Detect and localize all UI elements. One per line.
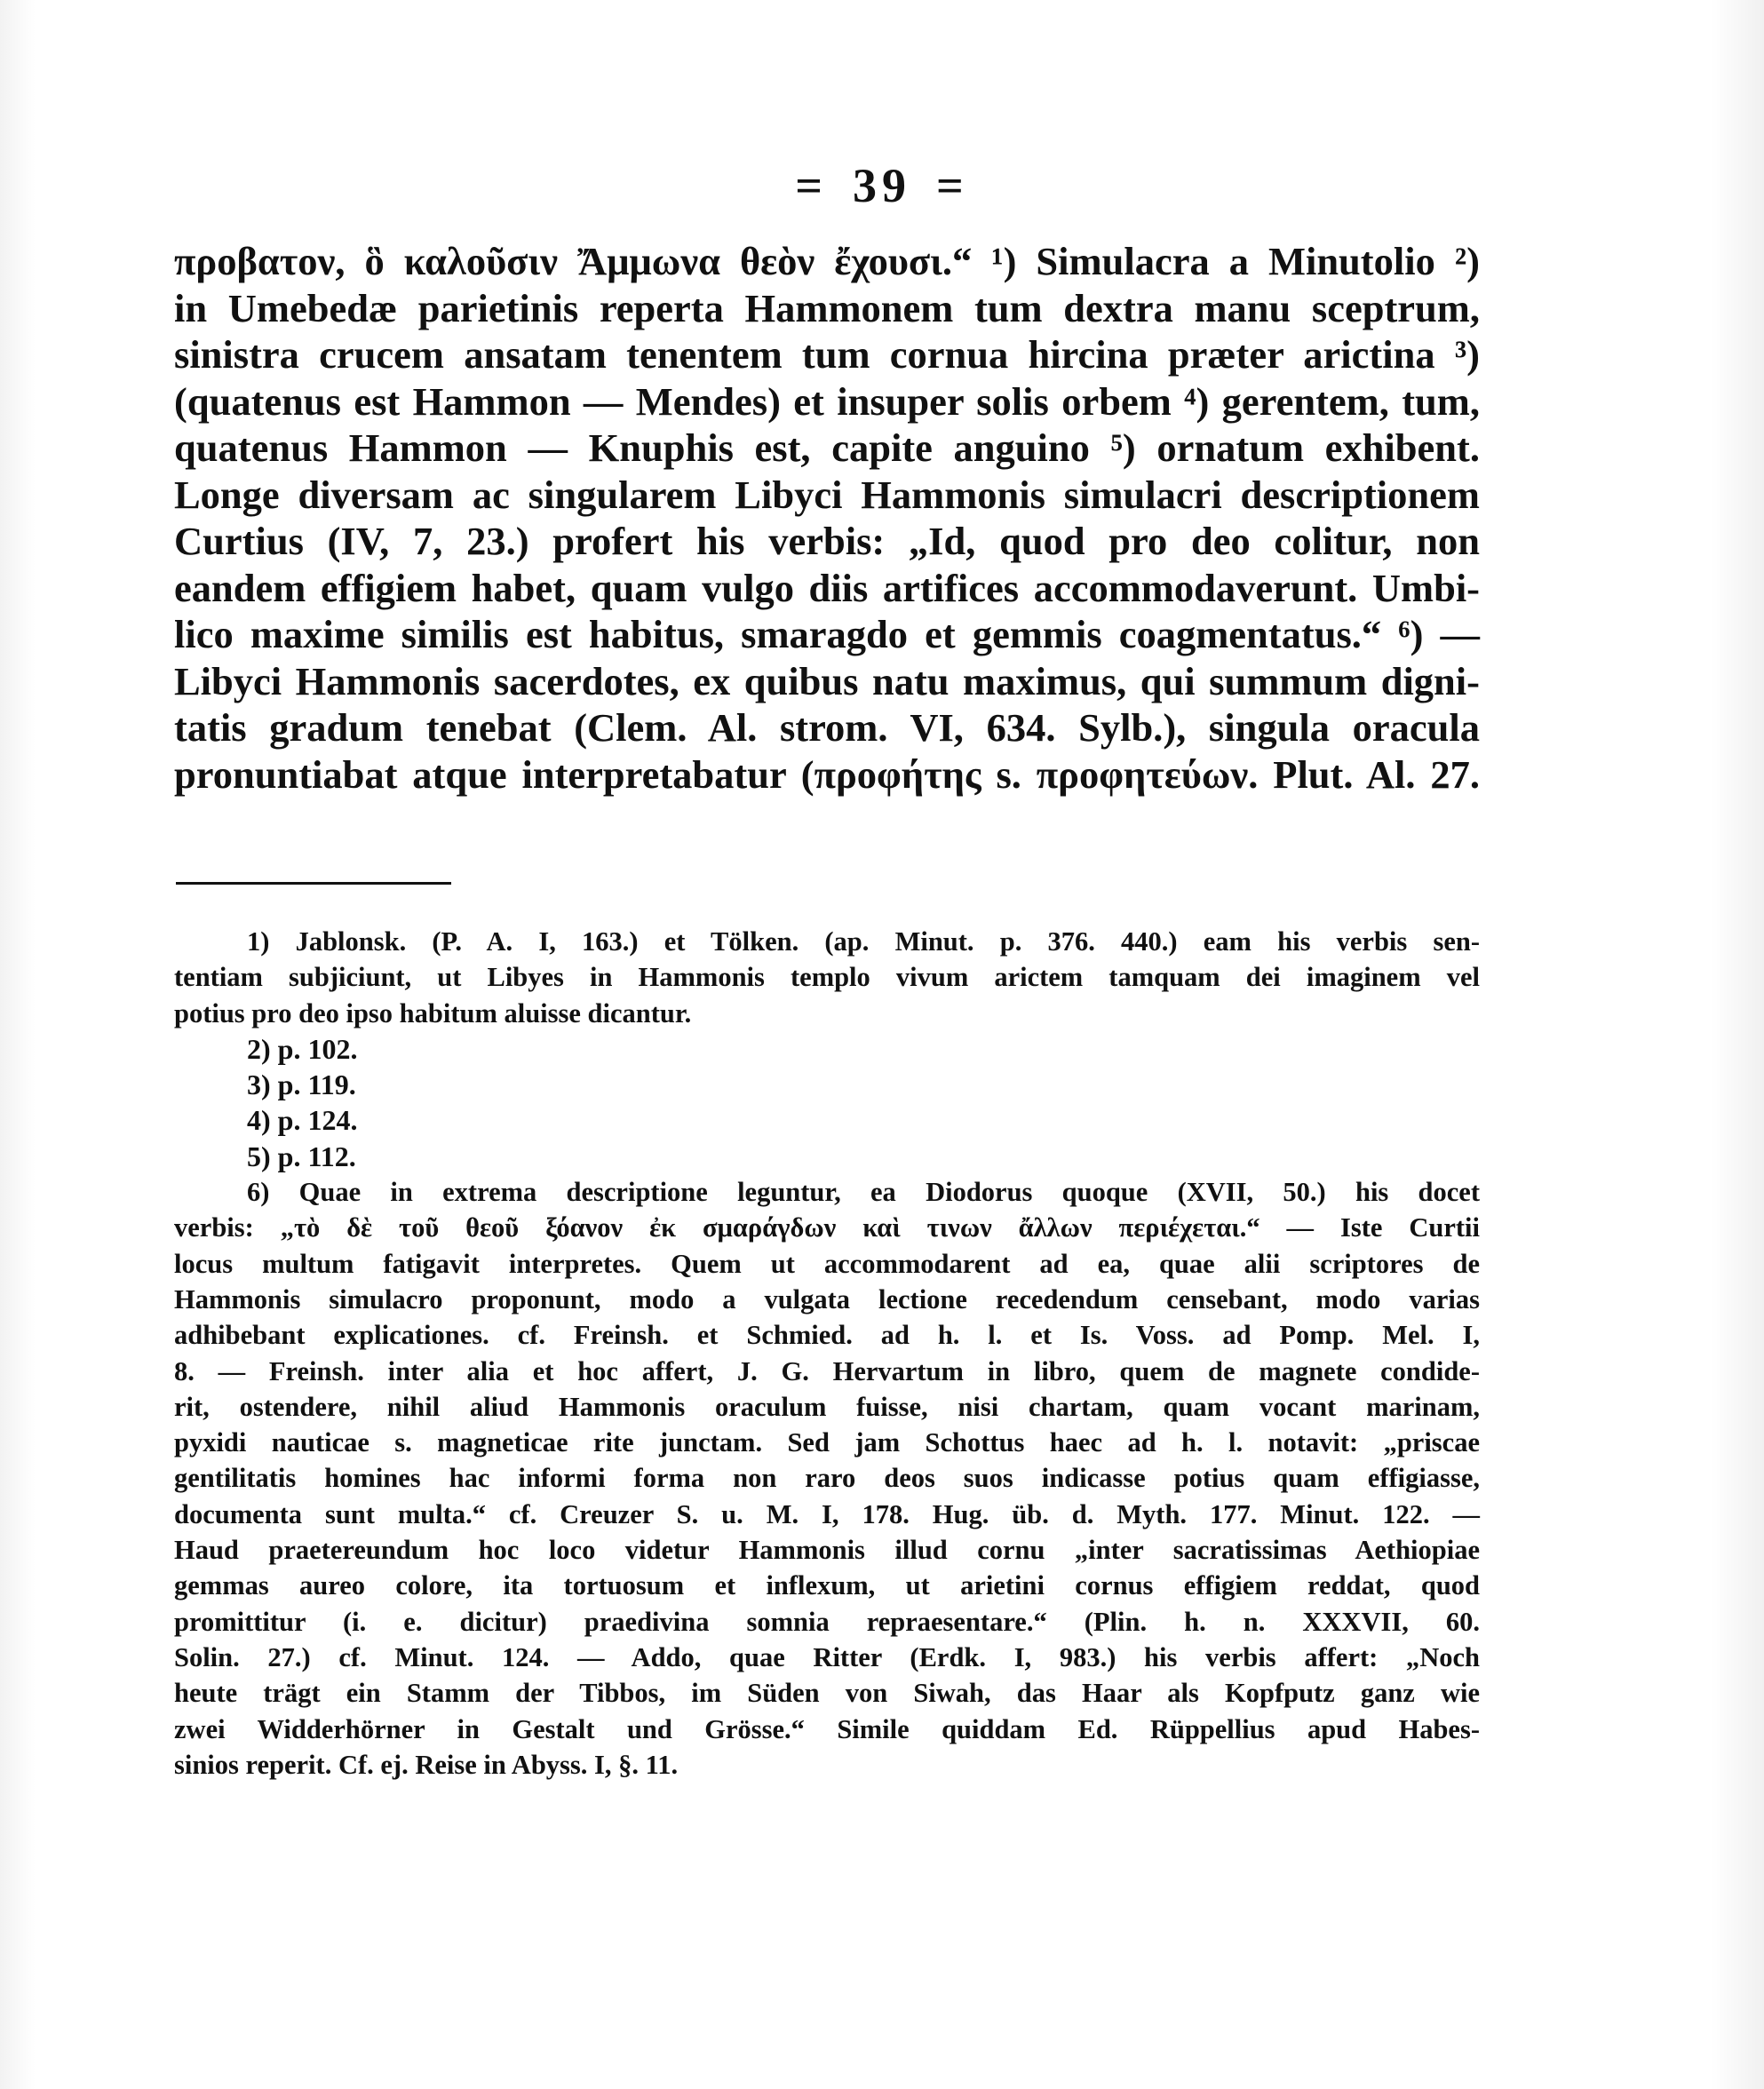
main-text-line: tatis gradum tenebat (Clem. Al. strom. VI, 634. Sylb.), singula oracula [174, 705, 1480, 750]
main-text-line: pronuntiabat atque interpretabatur (προφήτης s. προφητεύων. Plut. Al. 27. [174, 751, 1480, 797]
footnote-6-line: heute trägt ein Stamm der Tibbos, im Süden von Siwah, das Haar als Kopfputz ganz wie [174, 1678, 1480, 1709]
footnote-6-line: 6) Quae in extrema descriptione leguntur, ea Diodorus quoque (XVII, 50.) his docet [247, 1177, 1480, 1208]
footnote-6-line: rit, ostendere, nihil aliud Hammonis oraculum fuisse, nisi chartam, quam vocant marinam, [174, 1391, 1480, 1422]
footnote-6-line: Solin. 27.) cf. Minut. 124. — Addo, quae Ritter (Erdk. I, 983.) his verbis affert: „Noch [174, 1641, 1480, 1672]
scan-shadow-right [1711, 0, 1764, 2089]
footnote-6-line: sinios reperit. Cf. ej. Reise in Abyss. I, §. 11. [174, 1749, 679, 1780]
footnote-6-line: documenta sunt multa.“ cf. Creuzer S. u. M. I, 178. Hug. üb. d. Myth. 177. Minut. 122. — [174, 1498, 1480, 1529]
footnotes [174, 924, 1480, 1783]
page-header [0, 158, 1764, 213]
main-text-line: προβατον, ὃ καλοῦσιν Ἄμμωνα θεὸν ἔχουσι.“ ¹) Simulacra a Minutolio ²) [174, 239, 1480, 283]
footnote-6-line: pyxidi nauticae s. magneticae rite junctam. Sed jam Schottus haec ad h. l. notavit: „priscae [174, 1427, 1480, 1458]
main-text-line: lico maxime similis est habitus, smaragdo et gemmis coagmentatus.“ ⁶) — [174, 612, 1480, 656]
header-dash-right: = [936, 159, 969, 212]
footnote-1-line: potius pro deo ipso habitum aluisse dicantur. [174, 997, 692, 1029]
main-text-line: eandem effigiem habet, quam vulgo diis artifices accommodaverunt. Umbi- [174, 565, 1480, 610]
footnote-6-line: zwei Widderhörner in Gestalt und Grösse.“ Simile quiddam Ed. Rüppellius apud Habes- [174, 1713, 1480, 1744]
main-text-line: Curtius (IV, 7, 23.) profert his verbis: „Id, quod pro deo colitur, non [174, 519, 1480, 563]
scan-shadow-left [0, 0, 36, 2089]
footnote-6-line: gentilitatis homines hac informi forma non raro deos suos indicasse potius quam effigiasse, [174, 1463, 1480, 1494]
main-text-line: Libyci Hammonis sacerdotes, ex quibus natu maximus, qui summum digni- [174, 658, 1480, 703]
footnote-6-line: gemmas aureo colore, ita tortuosum et inflexum, ut arietini cornus effigiem reddat, quod [174, 1570, 1480, 1601]
footnote-6-line: Haud praetereundum hoc loco videtur Hammonis illud cornu „inter sacratissimas Aethiopiae [174, 1535, 1480, 1566]
page-number: 39 [853, 159, 911, 212]
footnote-2: 2) p. 102. [247, 1032, 358, 1065]
footnote-6-line: Hammonis simulacro proponunt, modo a vulgata lectione recedendum censebant, modo varias [174, 1283, 1480, 1315]
footnote-6-line: locus multum fatigavit interpretes. Quem ut accommodarent ad ea, quae alii scriptores de [174, 1248, 1480, 1279]
main-text-line: sinistra crucem ansatam tenentem tum cornua hircina præter arictina ³) [174, 332, 1480, 377]
footnote-6-line: verbis: „τὸ δὲ τοῦ θεοῦ ξόανον ἐκ σμαράγδων καὶ τινων ἄλλων περιέχεται.“ — Iste Curtii [174, 1212, 1480, 1243]
footnote-1-line: tentiam subjiciunt, ut Libyes in Hammonis templo vivum arictem tamquam dei imaginem vel [174, 962, 1480, 993]
footnote-4: 4) p. 124. [247, 1104, 358, 1137]
main-text-line: Longe diversam ac singularem Libyci Hammonis simulacri descriptionem [174, 472, 1480, 517]
footnote-3: 3) p. 119. [247, 1068, 356, 1101]
main-text-line: in Umebedæ parietinis reperta Hammonem tum dextra manu sceptrum, [174, 285, 1480, 330]
main-text-line: quatenus Hammon — Knuphis est, capite anguino ⁵) ornatum exhibent. [174, 425, 1480, 470]
footnote-6-line: adhibebant explicationes. cf. Freinsh. et Schmied. ad h. l. et Is. Voss. ad Pomp. Mel. I, [174, 1320, 1480, 1351]
main-text [174, 238, 1480, 798]
footnote-6-line: 8. — Freinsh. inter alia et hoc affert, J. G. Hervartum in libro, quem de magnete condide- [174, 1355, 1480, 1386]
header-dash-left: = [795, 159, 828, 212]
footnote-separator [176, 882, 451, 885]
footnote-5: 5) p. 112. [247, 1140, 356, 1172]
footnote-6-line: promittitur (i. e. dicitur) praedivina somnia repraesentare.“ (Plin. h. n. XXXVII, 60. [174, 1606, 1480, 1637]
footnote-1-line: 1) Jablonsk. (P. A. I, 163.) et Tölken. (ap. Minut. p. 376. 440.) eam his verbis sen- [247, 926, 1480, 957]
main-text-line: (quatenus est Hammon — Mendes) et insuper solis orbem ⁴) gerentem, tum, [174, 378, 1480, 424]
